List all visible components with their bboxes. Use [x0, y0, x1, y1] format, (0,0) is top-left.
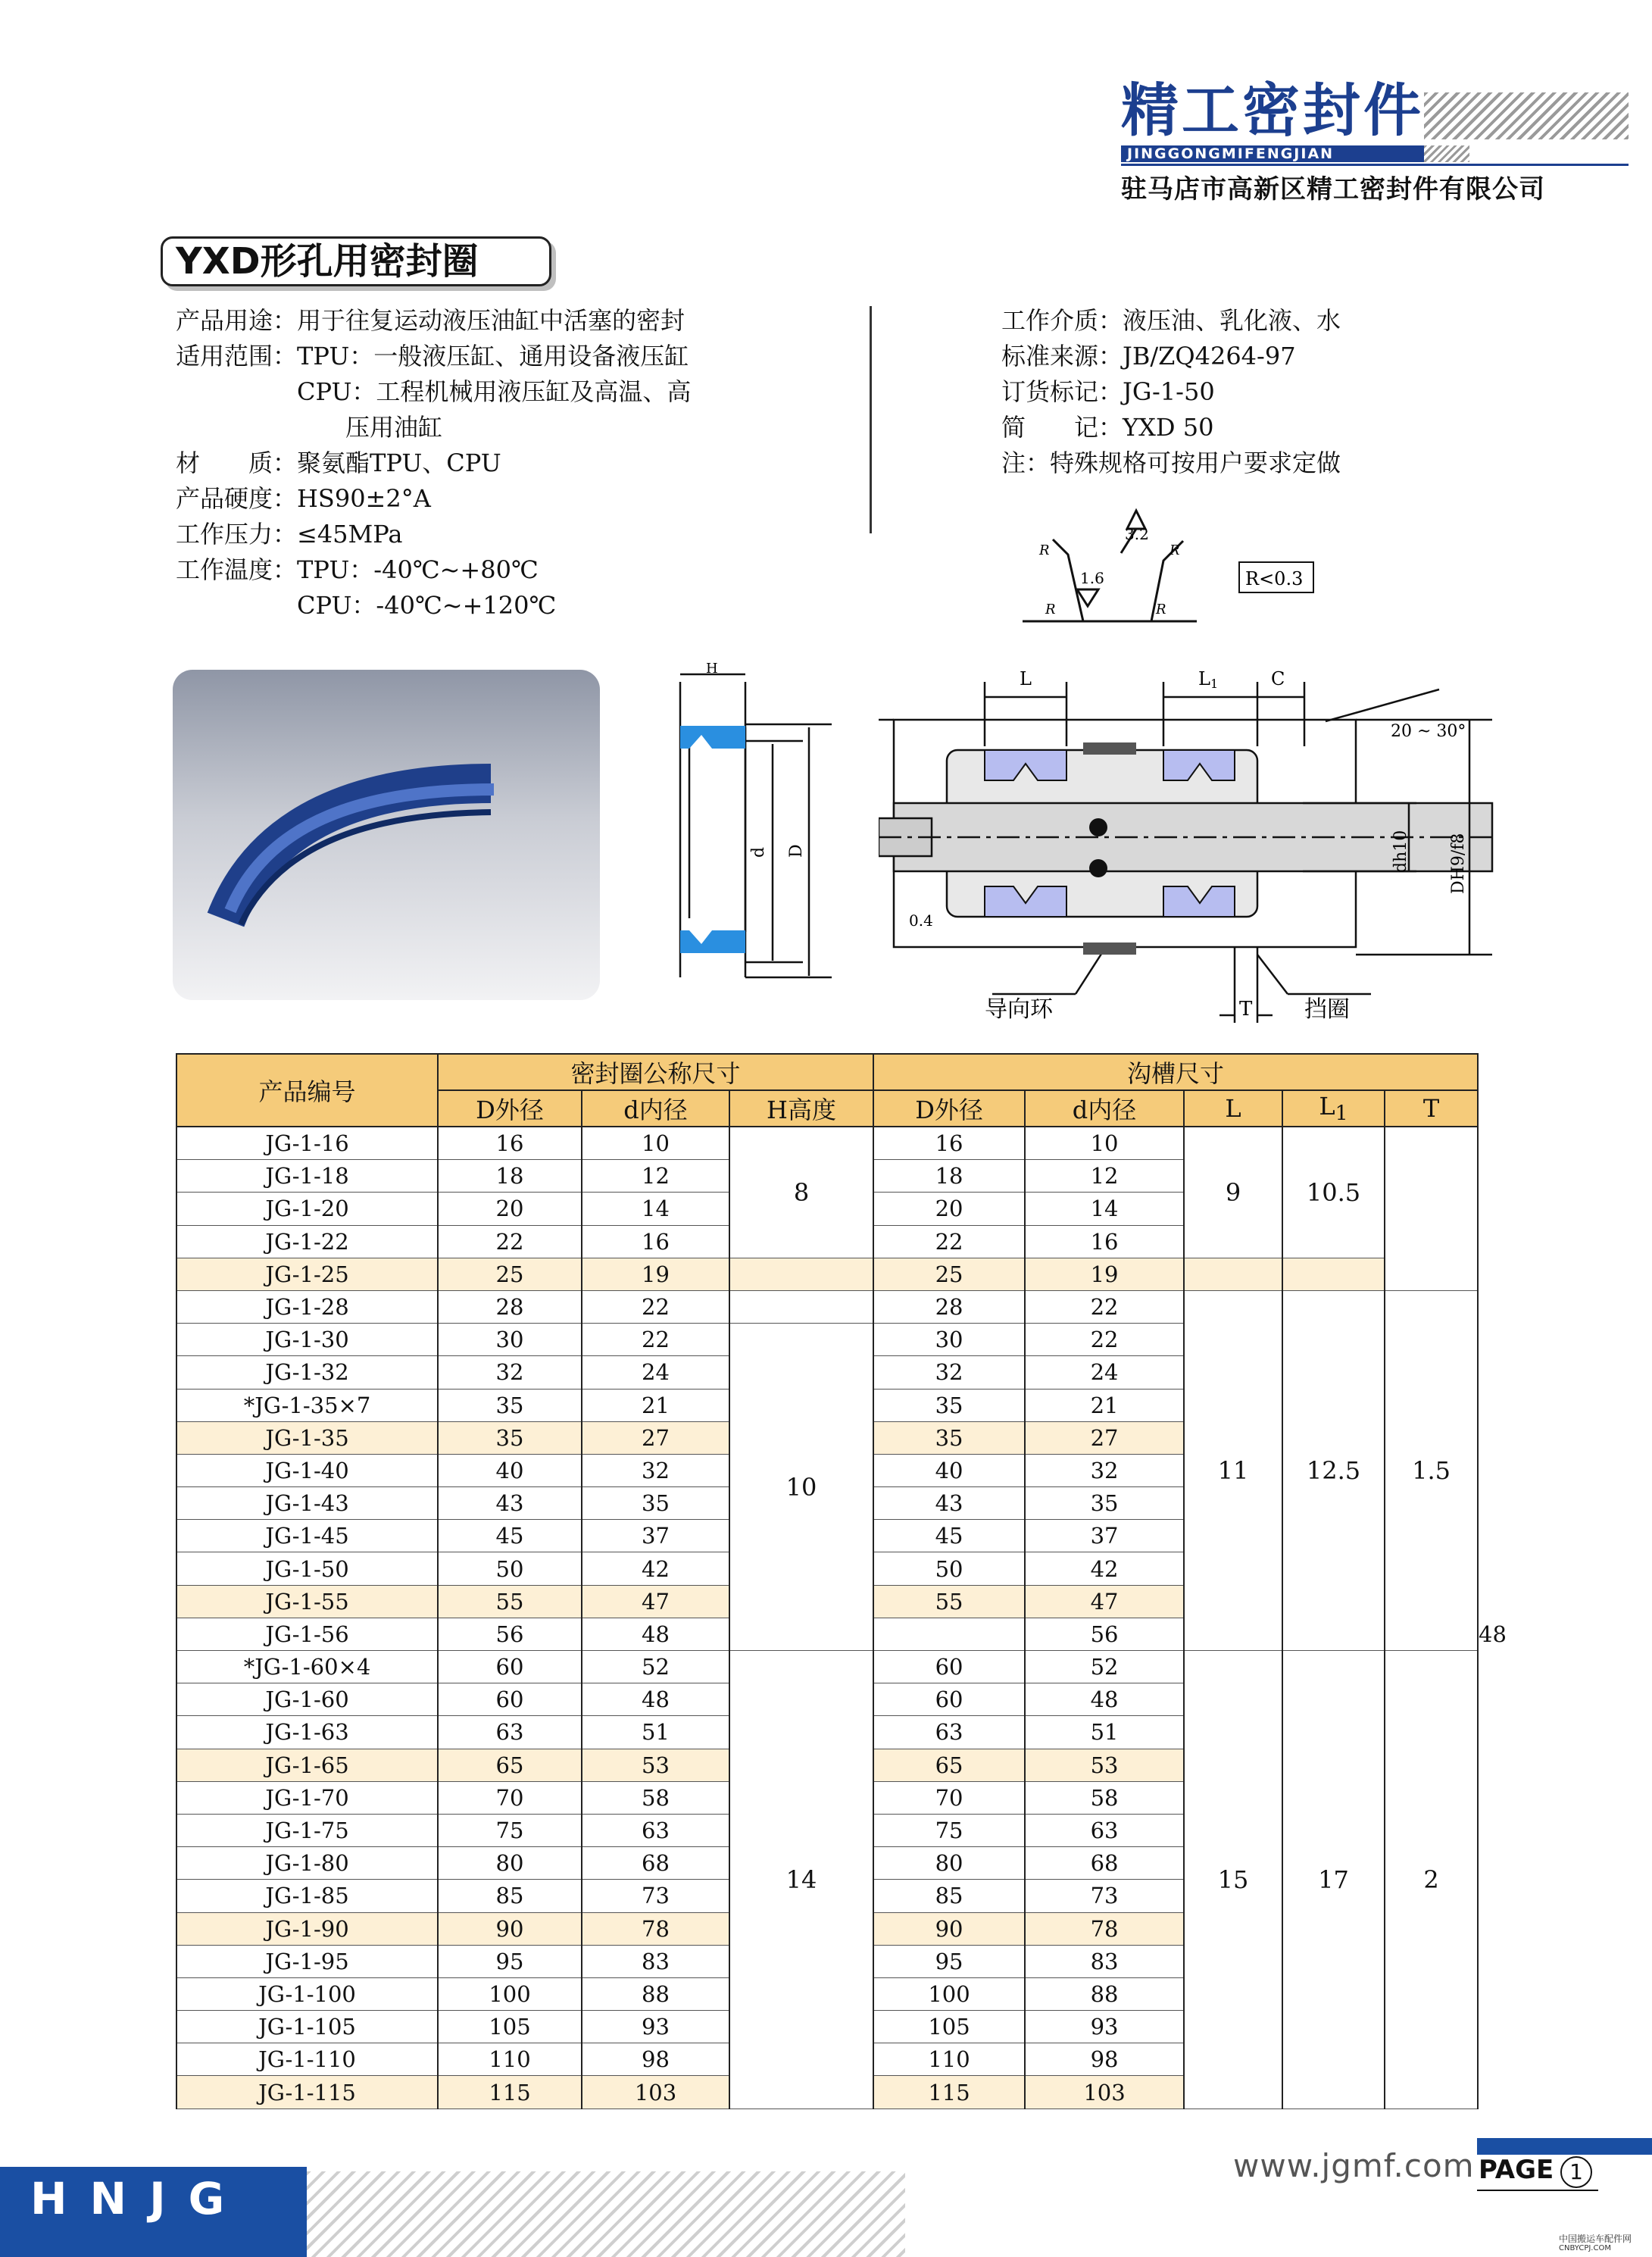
header-col-T: T: [1385, 1090, 1478, 1127]
cell-d: 52: [582, 1651, 729, 1683]
cell-D: 110: [438, 2043, 582, 2076]
cell-code: JG-1-25: [176, 1258, 438, 1290]
radius-note: R<0.3: [1245, 568, 1304, 589]
seal-h-label: H: [706, 661, 718, 677]
cell-code: JG-1-16: [176, 1127, 438, 1160]
cell-D: 45: [438, 1520, 582, 1552]
cell-code: JG-1-40: [176, 1454, 438, 1486]
cell-groove-d: 35: [1025, 1487, 1184, 1520]
cell-D: 40: [438, 1454, 582, 1486]
spec-right-5: 注：特殊规格可按用户要求定做: [1001, 449, 1341, 477]
header-col-groove-D: D外径: [873, 1090, 1025, 1127]
cell-groove-d: 22: [1025, 1324, 1184, 1356]
cell-H-group: 10: [729, 1324, 873, 1651]
logo-rule: [1121, 164, 1629, 166]
cell-D: 32: [438, 1356, 582, 1389]
cell-D: 18: [438, 1160, 582, 1193]
product-title: YXD形孔用密封圈: [176, 240, 479, 283]
cell-D: 65: [438, 1749, 582, 1781]
cell-groove-D: 70: [873, 1781, 1025, 1814]
cell-d: 21: [582, 1389, 729, 1421]
cell-D: 56: [438, 1618, 582, 1650]
cell-groove-D: 22: [873, 1225, 1025, 1258]
cell-code: JG-1-30: [176, 1324, 438, 1356]
cell-L1-group: 10.5: [1282, 1127, 1385, 1258]
header-col-H: H高度: [729, 1090, 873, 1127]
size-table: [176, 1053, 1507, 2109]
radius-mark-4: R: [1156, 602, 1166, 617]
spec-divider: [870, 306, 872, 533]
seal-ring-image: [173, 670, 600, 1000]
header-product-code: 产品编号: [176, 1054, 438, 1127]
cell-code: JG-1-95: [176, 1945, 438, 1977]
logo-subtitle: JINGGONGMIFENGJIAN: [1121, 145, 1424, 162]
cell-L1-group: 17: [1282, 1651, 1385, 2109]
header-groove-size: 沟槽尺寸: [873, 1054, 1478, 1090]
cell-T-group: 1.5: [1385, 1290, 1478, 1650]
seal-section-drawing: [667, 659, 848, 993]
cell-d: 35: [582, 1487, 729, 1520]
chamfer-label: 0.4: [909, 911, 933, 930]
header-seal-size: 密封圈公称尺寸: [438, 1054, 873, 1090]
cell-d: 48: [582, 1683, 729, 1716]
cell-H-gap: [729, 1258, 873, 1290]
dim-L1-label: L1: [1198, 668, 1219, 691]
cell-H-group: 8: [729, 1127, 873, 1258]
cell-code: JG-1-60: [176, 1683, 438, 1716]
cell-d: 24: [582, 1356, 729, 1389]
cell-groove-D: 55: [873, 1585, 1025, 1618]
cell-D: 75: [438, 1814, 582, 1846]
table-row: JG-1-56 56 48 56 48: [176, 1618, 1478, 1650]
cell-D: 63: [438, 1716, 582, 1749]
cell-groove-d: 98: [1025, 2043, 1184, 2076]
page-number: 1: [1560, 2156, 1592, 2188]
spec-right-4: 简 记：YXD 50: [1001, 413, 1214, 442]
cell-T-group: [1385, 1127, 1478, 1290]
cell-groove-D: 95: [873, 1945, 1025, 1977]
cell-groove-d: 58: [1025, 1781, 1184, 1814]
cell-groove-D: 28: [873, 1290, 1025, 1323]
cell-groove-D: 65: [873, 1749, 1025, 1781]
table-row: [176, 1290, 1478, 1323]
cell-d: 73: [582, 1880, 729, 1912]
cell-groove-d: 68: [1025, 1847, 1184, 1880]
cell-groove-d: 42: [1025, 1552, 1184, 1585]
cell-D: 35: [438, 1421, 582, 1454]
cell-code: JG-1-22: [176, 1225, 438, 1258]
radius-mark-3: R: [1045, 602, 1056, 617]
cell-d: 22: [582, 1324, 729, 1356]
header-col-groove-d: d内径: [1025, 1090, 1184, 1127]
cell-groove-d: 27: [1025, 1421, 1184, 1454]
spec-left-9: CPU：-40℃~+120℃: [176, 591, 557, 620]
cell-groove-d: 83: [1025, 1945, 1184, 1977]
cell-code: JG-1-115: [176, 2076, 438, 2109]
page-label: PAGE: [1479, 2155, 1554, 2185]
spec-left-1: 产品用途：用于往复运动液压油缸中活塞的密封: [176, 306, 685, 335]
cell-D: 90: [438, 1912, 582, 1945]
cell-code: JG-1-43: [176, 1487, 438, 1520]
cell-groove-d: 10: [1025, 1127, 1184, 1160]
cell-code: JG-1-45: [176, 1520, 438, 1552]
spec-left-5: 材 质：聚氨酯TPU、CPU: [176, 449, 501, 477]
cell-code: *JG-1-60×4: [176, 1651, 438, 1683]
guide-ring-label: 导向环: [985, 996, 1053, 1023]
cell-d: 103: [582, 2076, 729, 2109]
cell-groove-D: 110: [873, 2043, 1025, 2076]
cell-L-gap: [1184, 1258, 1282, 1290]
footer-hatch-decoration: [307, 2171, 905, 2257]
cell-groove-D: 50: [873, 1552, 1025, 1585]
cell-groove-d: 24: [1025, 1356, 1184, 1389]
cell-groove-d: 48: [1025, 1683, 1184, 1716]
cell-code: JG-1-70: [176, 1781, 438, 1814]
cell-groove-D: 56: [1025, 1618, 1184, 1650]
header-col-d: d内径: [582, 1090, 729, 1127]
cell-groove-D: 20: [873, 1193, 1025, 1225]
groove-detail-drawing: [1007, 500, 1341, 629]
cell-D: 70: [438, 1781, 582, 1814]
dh10-label: dh10: [1391, 830, 1410, 873]
cell-d: 68: [582, 1847, 729, 1880]
cell-L-group: 11: [1184, 1290, 1282, 1650]
cell-groove-D: 105: [873, 2011, 1025, 2043]
cell-groove-d: 12: [1025, 1160, 1184, 1193]
cell-L1-gap: [1282, 1258, 1385, 1290]
cell-groove-D: 75: [873, 1814, 1025, 1846]
cell-D: 22: [438, 1225, 582, 1258]
cell-D: 28: [438, 1290, 582, 1323]
retaining-ring-label: 挡圈: [1304, 996, 1350, 1023]
cell-code: JG-1-35: [176, 1421, 438, 1454]
cell-code: JG-1-63: [176, 1716, 438, 1749]
cell-groove-d: 53: [1025, 1749, 1184, 1781]
spec-left-2: 适用范围：TPU：一般液压缸、通用设备液压缸: [176, 342, 689, 370]
table-row: [176, 1127, 1478, 1160]
cell-L-group: 15: [1184, 1651, 1282, 2109]
cell-groove-d: 32: [1025, 1454, 1184, 1486]
cell-code: JG-1-85: [176, 1880, 438, 1912]
spec-left-6: 产品硬度：HS90±2°A: [176, 484, 431, 513]
spec-right-1: 工作介质：液压油、乳化液、水: [1001, 306, 1341, 335]
cell-D: 50: [438, 1552, 582, 1585]
cell-D: 85: [438, 1880, 582, 1912]
cell-d: 88: [582, 1977, 729, 2010]
header-col-L: L: [1184, 1090, 1282, 1127]
cell-d: 58: [582, 1781, 729, 1814]
dim-L-label: L: [1020, 668, 1032, 689]
dim-T-label: T: [1239, 998, 1253, 1021]
cell-code: JG-1-50: [176, 1552, 438, 1585]
cell-code: JG-1-75: [176, 1814, 438, 1846]
table-row: [176, 1258, 1478, 1290]
spec-right-3: 订货标记：JG-1-50: [1001, 377, 1215, 406]
cell-code: JG-1-90: [176, 1912, 438, 1945]
cell-d: 47: [582, 1585, 729, 1618]
cell-d: 37: [582, 1520, 729, 1552]
cell-d: 83: [582, 1945, 729, 1977]
cell-d: 32: [582, 1454, 729, 1486]
cell-groove-D: 32: [873, 1356, 1025, 1389]
angle-label: 20 ~ 30°: [1391, 722, 1466, 741]
cell-groove-D: 25: [873, 1258, 1025, 1290]
cell-d: 16: [582, 1225, 729, 1258]
roughness-a: 3.2: [1125, 525, 1149, 543]
cell-D: 105: [438, 2011, 582, 2043]
cell-groove-d: 14: [1025, 1193, 1184, 1225]
logo-hatch-decoration: [1424, 92, 1629, 139]
cell-D: 25: [438, 1258, 582, 1290]
cell-groove-D: 60: [873, 1651, 1025, 1683]
cell-groove-d: 22: [1025, 1290, 1184, 1323]
radius-mark-1: R: [1039, 542, 1050, 558]
cell-code: JG-1-28: [176, 1290, 438, 1323]
cell-groove-D: 45: [873, 1520, 1025, 1552]
cell-code: JG-1-18: [176, 1160, 438, 1193]
watermark-text: 中国搬运车配件网: [1559, 2234, 1632, 2244]
cell-H-gap: [873, 1618, 1025, 1650]
spec-left-3: CPU：工程机械用液压缸及高温、高: [176, 377, 692, 406]
cell-d: 14: [582, 1193, 729, 1225]
radius-mark-2: R: [1170, 542, 1180, 558]
cell-code: JG-1-105: [176, 2011, 438, 2043]
cell-d: 78: [582, 1912, 729, 1945]
spec-left-7: 工作压力：≤45MPa: [176, 520, 403, 549]
cell-groove-d: 16: [1025, 1225, 1184, 1258]
cell-groove-D: 30: [873, 1324, 1025, 1356]
cell-groove-D: 60: [873, 1683, 1025, 1716]
cell-D: 16: [438, 1127, 582, 1160]
cell-groove-D: 80: [873, 1847, 1025, 1880]
cell-groove-d: 19: [1025, 1258, 1184, 1290]
cell-code: JG-1-20: [176, 1193, 438, 1225]
cell-L1-group: 12.5: [1282, 1290, 1385, 1650]
cell-code: JG-1-110: [176, 2043, 438, 2076]
cell-groove-D: 35: [873, 1389, 1025, 1421]
logo-title: 精工密封件: [1121, 77, 1424, 144]
cell-groove-D: 90: [873, 1912, 1025, 1945]
cell-code: JG-1-56: [176, 1618, 438, 1650]
cell-groove-d: 63: [1025, 1814, 1184, 1846]
cell-d: 10: [582, 1127, 729, 1160]
cell-groove-d: 78: [1025, 1912, 1184, 1945]
cell-d: 51: [582, 1716, 729, 1749]
table-row: [176, 1651, 1478, 1683]
cell-groove-D: 63: [873, 1716, 1025, 1749]
cell-d: 63: [582, 1814, 729, 1846]
cell-groove-D: 18: [873, 1160, 1025, 1193]
cell-groove-d: 73: [1025, 1880, 1184, 1912]
cell-d: 42: [582, 1552, 729, 1585]
cell-code: JG-1-65: [176, 1749, 438, 1781]
page-rule: [1477, 2190, 1598, 2191]
cell-D: 60: [438, 1683, 582, 1716]
cell-H-group: 14: [729, 1651, 873, 2109]
cell-groove-d: 103: [1025, 2076, 1184, 2109]
spec-right-2: 标准来源：JB/ZQ4264-97: [1001, 342, 1296, 370]
cell-L-group: 9: [1184, 1127, 1282, 1258]
cell-groove-d: 88: [1025, 1977, 1184, 2010]
cell-groove-D: 16: [873, 1127, 1025, 1160]
DH9f8-label: DH9/f8: [1449, 833, 1468, 894]
header-col-L1: $L_1$: [1282, 1090, 1385, 1127]
cell-d: 12: [582, 1160, 729, 1193]
cell-D: 35: [438, 1389, 582, 1421]
cell-code: JG-1-80: [176, 1847, 438, 1880]
footer-brand: HNJG: [30, 2173, 248, 2224]
cell-d: 48: [582, 1618, 729, 1650]
cell-groove-d: 21: [1025, 1389, 1184, 1421]
cell-groove-D: 43: [873, 1487, 1025, 1520]
logo-subtitle-hatch: [1424, 145, 1469, 162]
spec-left-4: 压用油缸: [176, 413, 443, 442]
assembly-drawing: [879, 652, 1500, 1030]
roughness-b: 1.6: [1080, 569, 1104, 587]
cell-groove-d: 93: [1025, 2011, 1184, 2043]
cell-groove-d: 47: [1025, 1585, 1184, 1618]
cell-D: 115: [438, 2076, 582, 2109]
cell-T-group: 2: [1385, 1651, 1478, 2109]
cell-H-gap: [729, 1290, 873, 1323]
cell-groove-D: 40: [873, 1454, 1025, 1486]
seal-d-label: d: [749, 846, 768, 858]
page-bar: [1477, 2138, 1652, 2155]
cell-code: JG-1-32: [176, 1356, 438, 1389]
cell-groove-D: 35: [873, 1421, 1025, 1454]
cell-D: 20: [438, 1193, 582, 1225]
product-photo: [173, 670, 600, 1000]
company-name: 驻马店市高新区精工密封件有限公司: [1121, 174, 1545, 205]
watermark-url: CNBYCPJ.COM: [1559, 2244, 1611, 2252]
cell-D: 80: [438, 1847, 582, 1880]
cell-groove-D: 100: [873, 1977, 1025, 2010]
cell-d: 19: [582, 1258, 729, 1290]
cell-D: 55: [438, 1585, 582, 1618]
cell-D: 100: [438, 1977, 582, 2010]
cell-D: 60: [438, 1651, 582, 1683]
cell-groove-d: 51: [1025, 1716, 1184, 1749]
cell-code: JG-1-100: [176, 1977, 438, 2010]
cell-groove-d: 37: [1025, 1520, 1184, 1552]
header-col-D: D外径: [438, 1090, 582, 1127]
cell-code: *JG-1-35×7: [176, 1389, 438, 1421]
cell-groove-D: 115: [873, 2076, 1025, 2109]
spec-left-8: 工作温度：TPU：-40℃~+80℃: [176, 555, 539, 584]
cell-groove-d: 52: [1025, 1651, 1184, 1683]
cell-D: 30: [438, 1324, 582, 1356]
cell-d: 53: [582, 1749, 729, 1781]
cell-d: 98: [582, 2043, 729, 2076]
cell-d: 27: [582, 1421, 729, 1454]
cell-d: 22: [582, 1290, 729, 1323]
cell-groove-D: 85: [873, 1880, 1025, 1912]
website-link[interactable]: www.jgmf.com: [1233, 2147, 1475, 2184]
cell-D: 43: [438, 1487, 582, 1520]
dim-C-label: C: [1271, 668, 1285, 689]
cell-code: JG-1-55: [176, 1585, 438, 1618]
seal-D-label: D: [787, 844, 806, 858]
cell-D: 95: [438, 1945, 582, 1977]
cell-d: 93: [582, 2011, 729, 2043]
